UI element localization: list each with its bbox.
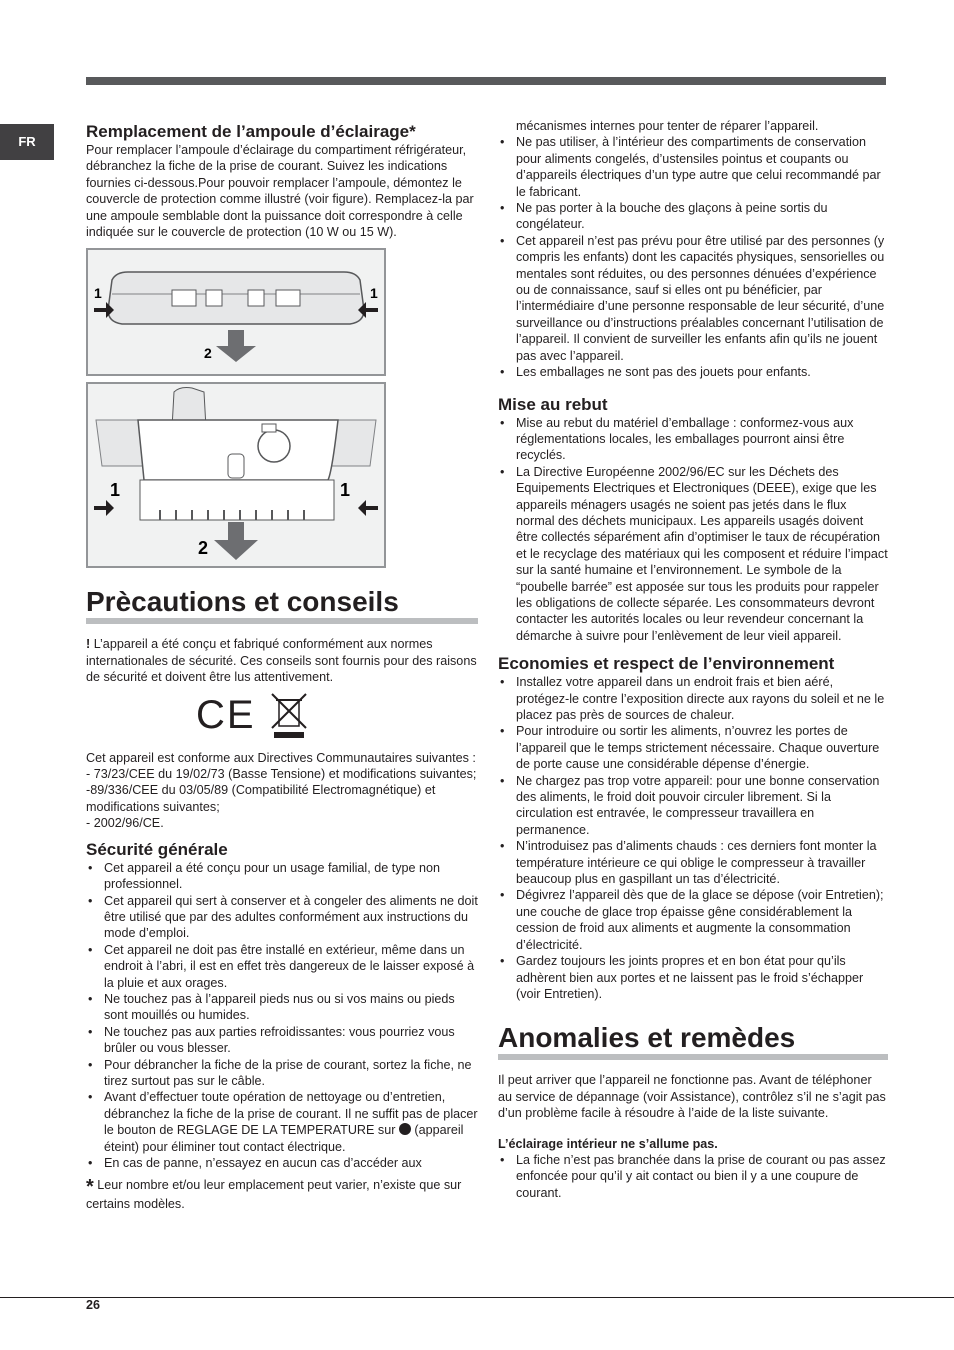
bulb-replacement-title: Remplacement de l’ampoule d’éclairage*	[86, 122, 416, 141]
list-item: • Ne pas porter à la bouche des glaçons à peine sortis du congélateur.	[498, 200, 888, 233]
figure1-label-right: 1	[370, 285, 378, 302]
warning-mark: !	[86, 637, 91, 652]
list-item: • Gardez toujours les joints propres et en bon état pour qu’ils adhèrent bien aux portes et ne laissent pas le froid s’échapper (voir Entretien).	[498, 953, 888, 1002]
list-item: • Les emballages ne sont pas des jouets pour enfants.	[498, 364, 888, 380]
light-cover-diagram-2	[88, 384, 384, 566]
precautions-intro	[86, 636, 478, 685]
list-item	[86, 1089, 478, 1155]
list-item: • Installez votre appareil dans un endroit frais et bien aéré, protégez-le contre l’exposition directe aux rayons du soleil et ne le placez pas près de sources de chaleur.	[498, 674, 888, 723]
eco-list	[498, 674, 888, 1002]
figure-cover-removal-1	[86, 248, 386, 376]
list-item: • Ne chargez pas trop votre appareil: pour une bonne conservation des aliments, le froid doit pouvoir circuler librement. Si la circulation est entravée, le compresseur travaillera en permanence.	[498, 773, 888, 839]
list-item: • Pour introduire ou sortir les aliments, n’ouvrez les portes de l’appareil que le temps strictement nécessaire. Chaque ouverture de porte cause une considérable dépense d’énergie.	[498, 723, 888, 772]
anomalies-heading: Anomalies et remèdes	[498, 1022, 888, 1060]
bottom-rule	[0, 1297, 954, 1298]
bulb-replacement-text: Pour remplacer l’ampoule d’éclairage du compartiment réfrigérateur, débranchez la fiche de la prise de courant. Suivez les indications fournies ci-dessous.Pour pouvoir remplacer l’ampoule, démontez le couvercle de protection comme illustré (voir figure). Remplacez-la par une ampoule semblable dont la puissance doit correspondre à celle indiquée sur le couvercle de protection (10 W ou 15 W).	[86, 143, 474, 240]
continued-text: mécanismes internes pour tenter de réparer l’appareil.	[516, 119, 819, 133]
footnote	[86, 1177, 478, 1212]
ce-mark-icon: CE	[196, 693, 256, 738]
figure2-label-left: 1	[110, 480, 121, 501]
figure1-label-left: 1	[94, 285, 102, 302]
footnote-text: Leur nombre et/ou leur emplacement peut varier, n’existe que sur certains modèles.	[86, 1178, 462, 1211]
security-list	[86, 860, 478, 1172]
cleaning-text-b: (appareil éteint) pour éliminer tout contact électrique.	[104, 1123, 464, 1154]
list-item: • Cet appareil qui sert à conserver et à congeler des aliments ne doit être utilisé que par des adultes conformément aux instructions du mode d’emploi.	[86, 893, 478, 942]
figure-cover-removal-2	[86, 382, 386, 568]
crossed-bin-icon	[270, 692, 308, 740]
list-item: • Cet appareil ne doit pas être installé en extérieur, même dans un endroit à l’abri, il est en effet très dangereux de le laisser exposé à la pluie et aux orages.	[86, 942, 478, 991]
directive-line: Cet appareil est conforme aux Directives Communautaires suivantes :	[86, 750, 476, 765]
list-item: • Cet appareil n’est pas prévu pour être utilisé par des personnes (y compris les enfants) dont les capacités physiques, sensorielles ou mentales sont réduites, ou des personnes dénuées d’expérience ou de connaissance, sauf si elles ont pu bénéficier, par l’intermédiaire d’une personne responsable de leur sécurité, d’une surveillance ou d’instructions préalables concernant l’utilisation de l’appareil. Il convient de surveiller les enfants afin qu’ils ne jouent pas avec l’appareil.	[498, 233, 888, 364]
disposal-list	[498, 415, 888, 645]
figure1-label-down: 2	[204, 345, 212, 362]
figure2-label-down: 2	[198, 538, 209, 559]
list-item: • Dégivrez l’appareil dès que de la glace se dépose (voir Entretien); une couche de glace trop épaisse gêne considérablement la cession de froid aux aliments et augmente la consommation d’électricité.	[498, 887, 888, 953]
security-title: Sécurité générale	[86, 839, 228, 859]
precautions-list-continued	[498, 134, 888, 380]
list-item: • N’introduisez pas d’aliments chauds : ces derniers font monter la température intérieure ce qui oblige le compresseur à travailler beaucoup plus en gaspillant un tas d’électricité.	[498, 838, 888, 887]
right-column	[498, 118, 888, 1201]
top-rule	[86, 77, 886, 85]
precautions-intro-text: L’appareil a été conçu et fabriqué conformément aux normes internationales de sécurité. Ces conseils sont fournis pour des raisons de sécurité et doivent être lus attentivement.	[86, 637, 477, 685]
list-item: • En cas de panne, n’essayez en aucun cas d’accéder aux	[86, 1155, 478, 1171]
left-column	[86, 118, 478, 1212]
footnote-star: *	[86, 1176, 94, 1199]
directive-line: -89/336/CEE du 03/05/89 (Compatibilité Electromagnétique) et modifications suivantes;	[86, 783, 436, 814]
list-item: • La fiche n’est pas branchée dans la prise de courant ou pas assez enfoncée pour qu’il y ait contact ou bien il y a une coupure de courant.	[498, 1152, 888, 1201]
directives-list	[86, 750, 478, 832]
directive-line: - 73/23/CEE du 19/02/73 (Basse Tensione) et modifications suivantes;	[86, 767, 477, 782]
disposal-title: Mise au rebut	[498, 394, 608, 414]
language-tab: FR	[0, 124, 54, 160]
cleaning-text-a: Avant d’effectuer toute opération de nettoyage ou d’entretien, débranchez la fiche de la prise de courant. Il ne suffit pas de placer le bouton de REGLAGE DE LA TEMPERATURE sur	[104, 1090, 478, 1138]
directive-line: - 2002/96/CE.	[86, 816, 164, 831]
list-item: • Mise au rebut du matériel d’emballage : conformez-vous aux réglementations locales, les emballages pourront ainsi être recyclés.	[498, 415, 888, 464]
anomalies-intro: Il peut arriver que l’appareil ne fonctionne pas. Avant de téléphoner au service de dépannage (voir Assistance), contrôlez s’il ne s’agit pas d’un problème facile à résoudre à l’aide de la liste suivante.	[498, 1073, 886, 1121]
list-item: • Ne touchez pas aux parties refroidissantes: vous pourriez vous brûler ou vous blesser.	[86, 1024, 478, 1057]
light-problem-title: L’éclairage intérieur ne s’allume pas.	[498, 1136, 718, 1151]
list-item: • La Directive Européenne 2002/96/EC sur les Déchets des Equipements Electriques et Electroniques (DEEE), exige que les appareils ménagers usagés ne soient pas jetés dans le flux normal des déchets municipaux. Les appareils usagés doivent être collectés séparément afin d’optimiser le taux de récupération et le recyclage des matériaux qui les composent et réduire l’impact sur la santé humaine et l’environnement. Le symbole de la “poubelle barrée” est apposée sur tous les produits pour rappeler les obligations de collecte séparée. Les consommateurs devront contacter les autorités locales ou leur revendeur concernant la démarche à suivre pour l’enlèvement de leur vieil appareil.	[498, 464, 888, 644]
figure2-label-right: 1	[340, 480, 351, 501]
precautions-heading: Prècautions et conseils	[86, 586, 478, 624]
list-item: • Ne pas utiliser, à l’intérieur des compartiments de conservation pour aliments congelés, d’ustensiles pointus et coupants ou d’appareils électriques d’un type autre que celui recommandé par le fabricant.	[498, 134, 888, 200]
eco-title: Economies et respect de l’environnement	[498, 654, 835, 674]
list-item: • Cet appareil a été conçu pour un usage familial, de type non professionnel.	[86, 860, 478, 893]
certification-marks	[86, 686, 478, 746]
light-cover-diagram-1	[88, 250, 384, 374]
page-number: 26	[86, 1298, 101, 1312]
list-item: • Ne touchez pas à l’appareil pieds nus ou si vos mains ou pieds sont mouillés ou humides.	[86, 991, 478, 1024]
light-problem-list	[498, 1152, 888, 1201]
list-item: • Pour débrancher la fiche de la prise de courant, sortez la fiche, ne tirez surtout pas sur le câble.	[86, 1057, 478, 1090]
off-position-icon	[399, 1123, 411, 1135]
